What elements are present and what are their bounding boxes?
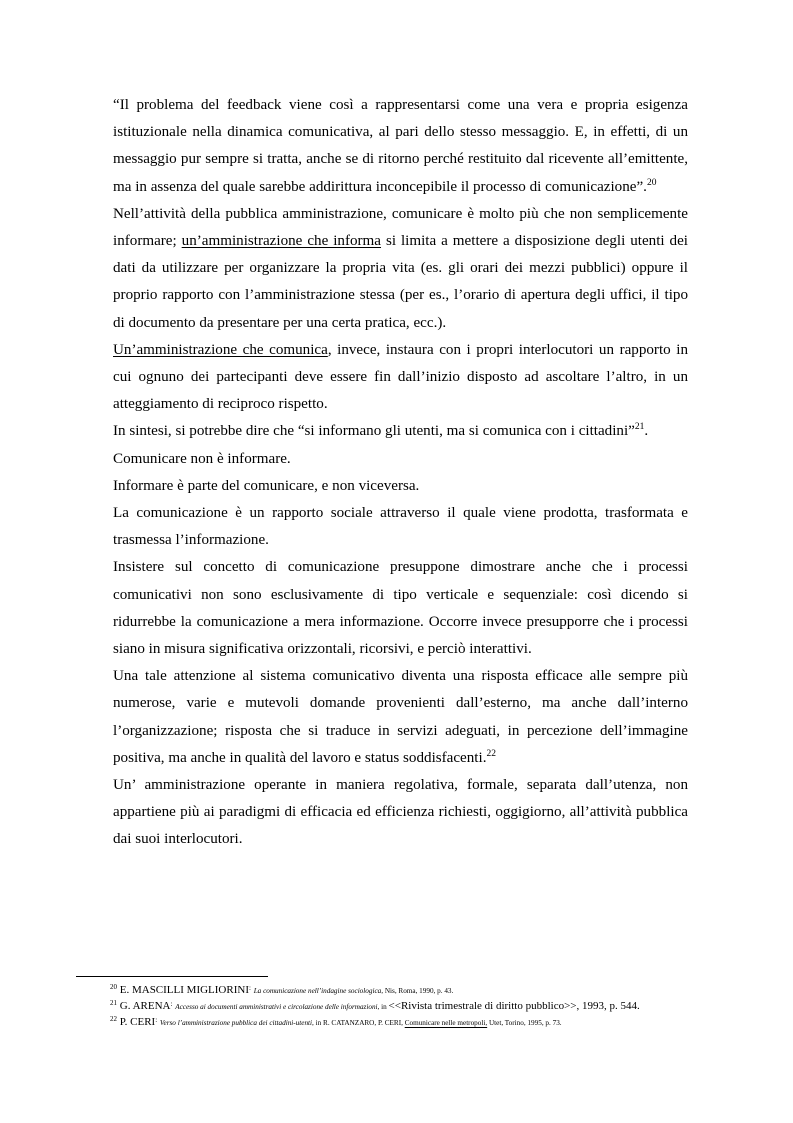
footnote-title: La comunicazione nell’indagine sociologica [253,987,382,995]
footnote-book-title: Comunicare nelle metropoli, [404,1019,488,1027]
paragraph-text: In sintesi, si potrebbe dire che “si informano gli utenti, ma si comunica con i cittadini” [113,423,635,440]
footnote-mid: , in R. CATANZARO, P. CERI, [312,1019,405,1027]
paragraph-text: Nell’attività della pubblica amministrazione, comunicare è molto più che non semplicemente informare; [113,205,688,250]
footnote-rest: <<Rivista trimestrale di diritto pubblico>>, 1993, p. 544. [388,1000,640,1012]
underlined-phrase: Un’amministrazione che comunica [113,341,328,358]
paragraph-informa [113,201,688,337]
footnote-ref-21[interactable]: 21 [634,422,645,433]
footnote-author: P. CERI [119,1016,156,1028]
paragraph-text: si limita a mettere a disposizione degli utenti dei dati da utilizzare per organizzare la propria vita (es. gli orari dei mezzi pubblici) oppure il proprio rapporto con l’amministrazione stessa (per es., l’orario di apertura degli uffici, il tipo di documento da presentare per una certa pratica, ecc.). [113,233,688,331]
paragraph: Un’ amministrazione operante in maniera regolativa, formale, separata dall’utenza, non appartiene più ai paradigmi di efficacia ed efficienza richiesti, oggigiorno, all’attività pubblica dai suoi interlocutori. [113,777,688,848]
paragraph-text: , invece, instaura con i propri interlocutori un rapporto in cui ognuno dei partecipanti deve essere fin dall’inizio disposto ad ascoltare l’altro, in un atteggiamento di reciproco rispetto. [113,341,689,413]
paragraph: La comunicazione è un rapporto sociale attraverso il quale viene prodotta, trasformata e trasmessa l’informazione. [113,505,688,549]
footnote-number: 22 [110,1015,117,1023]
footnote-title: Verso l’amministrazione pubblica dei cittadini-utenti [159,1019,313,1027]
footnote-separator [76,976,268,977]
footnote-20 [110,982,690,998]
paragraph-text: Una tale attenzione al sistema comunicativo diventa una risposta efficace alle sempre più numerose, varie e mutevoli domande provenienti dall’esterno, ma anche dall’interno l’organizzazione; risposta che si traduce in servizi adeguati, in percezione dell’immagine positiva, ma anche in qualità del lavoro e status soddisfacenti. [113,668,688,766]
footnotes [110,982,690,1030]
paragraph-text: . [644,423,649,440]
body-text [113,92,688,854]
footnote-colon: : [170,1000,173,1008]
footnote-21 [110,998,690,1014]
paragraph-quote [113,92,688,201]
paragraph-line: Comunicare non è informare. [113,450,291,467]
footnote-number: 21 [110,999,117,1007]
paragraph: Insistere sul concetto di comunicazione presuppone dimostrare anche che i processi comunicativi non sono esclusivamente di tipo verticale e sequenziale: così dicendo si ridurrebbe la comunicazione a mera informazione. Occorre invece presupporre che i processi siano in misura significativa orizzontali, ricorsivi, e perciò interattivi. [113,559,688,658]
underlined-phrase: un’amministrazione che informa [181,233,382,250]
paragraph-comunica [113,337,688,419]
footnote-22 [110,1014,690,1030]
footnote-rest: , Nis, Roma, 1990, p. 43. [381,987,454,995]
footnote-author: G. ARENA [119,1000,171,1012]
footnote-rest: Utet, Torino, 1995, p. 73. [487,1019,562,1027]
footnote-title: Accesso ai documenti amministrativi e circolazione delle informazioni [175,1003,378,1011]
paragraph-attenzione [113,663,688,772]
footnote-ref-22[interactable]: 22 [486,748,496,759]
paragraph-line: Informare è parte del comunicare, e non viceversa. [113,477,420,494]
paragraph-sintesi [113,418,688,445]
quote-text: “Il problema del feedback viene così a rappresentarsi come una vera e propria esigenza istituzionale nella dinamica comunicativa, al pari dello stesso messaggio. E, in effetti, di un messaggio pur sempre si tratta, anche se di ritorno perché restituito dal ricevente all’emittente, ma in assenza del quale sarebbe addirittura inconcepibile il processo di comunicazione”. [113,97,688,195]
footnote-colon: : [248,984,251,992]
footnote-mid: , in [377,1003,389,1011]
footnote-ref-20[interactable]: 20 [646,177,657,188]
footnote-number: 20 [110,983,117,991]
footnote-author: E. MASCILLI MIGLIORINI [119,984,249,996]
footnote-colon: : [155,1016,158,1024]
